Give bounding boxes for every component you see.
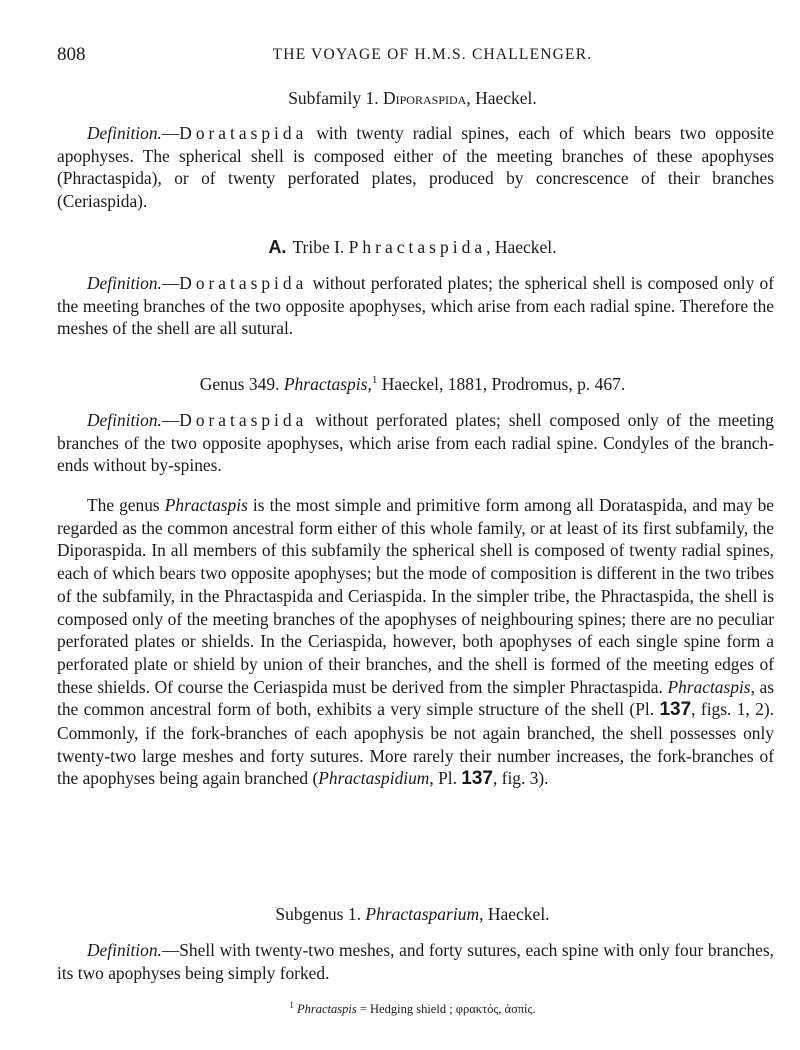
- subgenus-name: Phractasparium: [365, 904, 480, 924]
- subgenus-reference: Phractaspidium: [318, 768, 430, 789]
- tribe-name: Phractaspida: [348, 237, 487, 257]
- plate-number: 137: [659, 699, 692, 721]
- definition-label: Definition.: [87, 273, 162, 293]
- definition-label: Definition.: [87, 123, 162, 143]
- genus-heading: Genus 349. Phractaspis,$^1$ Haeckel, 1881, Prodromus, p. 467.: [199, 374, 626, 394]
- genus-definition: Definition.—Dorataspida without perforated plates; shell composed only of the meeting branches of the two opposite apophyses, which arise from each radial spine. Condyles of the branch-ends without by-spines.: [57, 410, 774, 476]
- page-number: 808: [57, 44, 86, 65]
- subfamily-definition: Definition.—Dorataspida with twenty radial spines, each of which bears two opposite apophyses. The spherical shell is composed either of the meeting branches of these apophyses (Phractaspida), or of twenty perforated plates, produced by concrescence of their branches (Ceriaspida).: [57, 123, 774, 212]
- taxon-name: Dorataspida: [179, 273, 308, 293]
- taxon-name: Dorataspida: [179, 123, 308, 143]
- subfamily-heading: Subfamily 1. Diporaspida, Haeckel.: [288, 88, 537, 108]
- tribe-letter: A.: [268, 237, 287, 257]
- tribe-heading: A. Tribe I. Phractaspida, Haeckel.: [268, 237, 557, 257]
- definition-label: Definition.: [87, 940, 162, 960]
- tribe-definition: Definition.—Dorataspida without perforated plates; the spherical shell is composed only of the meeting branches of the two opposite apophyses, which arise from each radial spine. Therefore the meshes of the shell are all sutural.: [57, 273, 774, 339]
- body-paragraph: The genus Phractaspis is the most simple and primitive form among all Dorataspida, and may be regarded as the common ancestral form either of this whole family, or at least of its first subfamily, the Diporaspida. In all members of this subfamily the spherical shell is composed of twenty radial spines, each of which bears two opposite apophyses; but the mode of composition is different in the two tribes of the subfamily, in the Phractaspida and Ceriaspida. In the simpler tribe, the Phractaspida, the shell is composed only of the meeting branches of the apophyses of neighbouring spines; there are no peculiar perforated plates or shields. In the Ceriaspida, however, both apophyses of each single spine form a perforated plate or shield by union of their branches, and the shell is formed of the meeting edges of these shields. Of course the Ceriaspida must be derived from the simpler Phractaspida. Phractaspis, as the common ancestral form of both, exhibits a very simple structure of the shell (Pl. 137, figs. 1, 2). Commonly, if the fork-branches of each apophysis be not again branched, the shell possesses only twenty-two large meshes and forty sutures. More rarely their number increases, the fork-branches of the apophyses being again branched (Phractaspidium, Pl. 137, fig. 3).: [57, 495, 775, 790]
- page-header: [57, 44, 768, 68]
- subgenus-heading: Subgenus 1. Phractasparium, Haeckel.: [275, 904, 550, 924]
- genus-name: Phractaspis: [667, 676, 751, 697]
- footnote-term: Phractaspis: [297, 1002, 357, 1017]
- plate-number: 137: [461, 768, 493, 790]
- footnote-mark: 1: [371, 374, 378, 387]
- footnote: [57, 1000, 768, 1017]
- subfamily-name: Diporaspida: [383, 88, 467, 108]
- running-title: THE VOYAGE OF H.M.S. CHALLENGER.: [272, 46, 593, 63]
- footnote-number: 1: [289, 1000, 294, 1010]
- taxon-name: Dorataspida: [179, 410, 308, 430]
- footnote-text: = Hedging shield ; φρακτός, ἀσπίς.: [356, 1002, 536, 1017]
- subgenus-definition: Definition.—Shell with twenty-two meshes, and forty sutures, each spine with only four branches, its two apophyses being simply forked.: [57, 940, 774, 983]
- definition-label: Definition.: [87, 410, 162, 430]
- genus-name: Phractaspis: [164, 495, 248, 515]
- genus-name: Phractaspis,: [283, 374, 372, 394]
